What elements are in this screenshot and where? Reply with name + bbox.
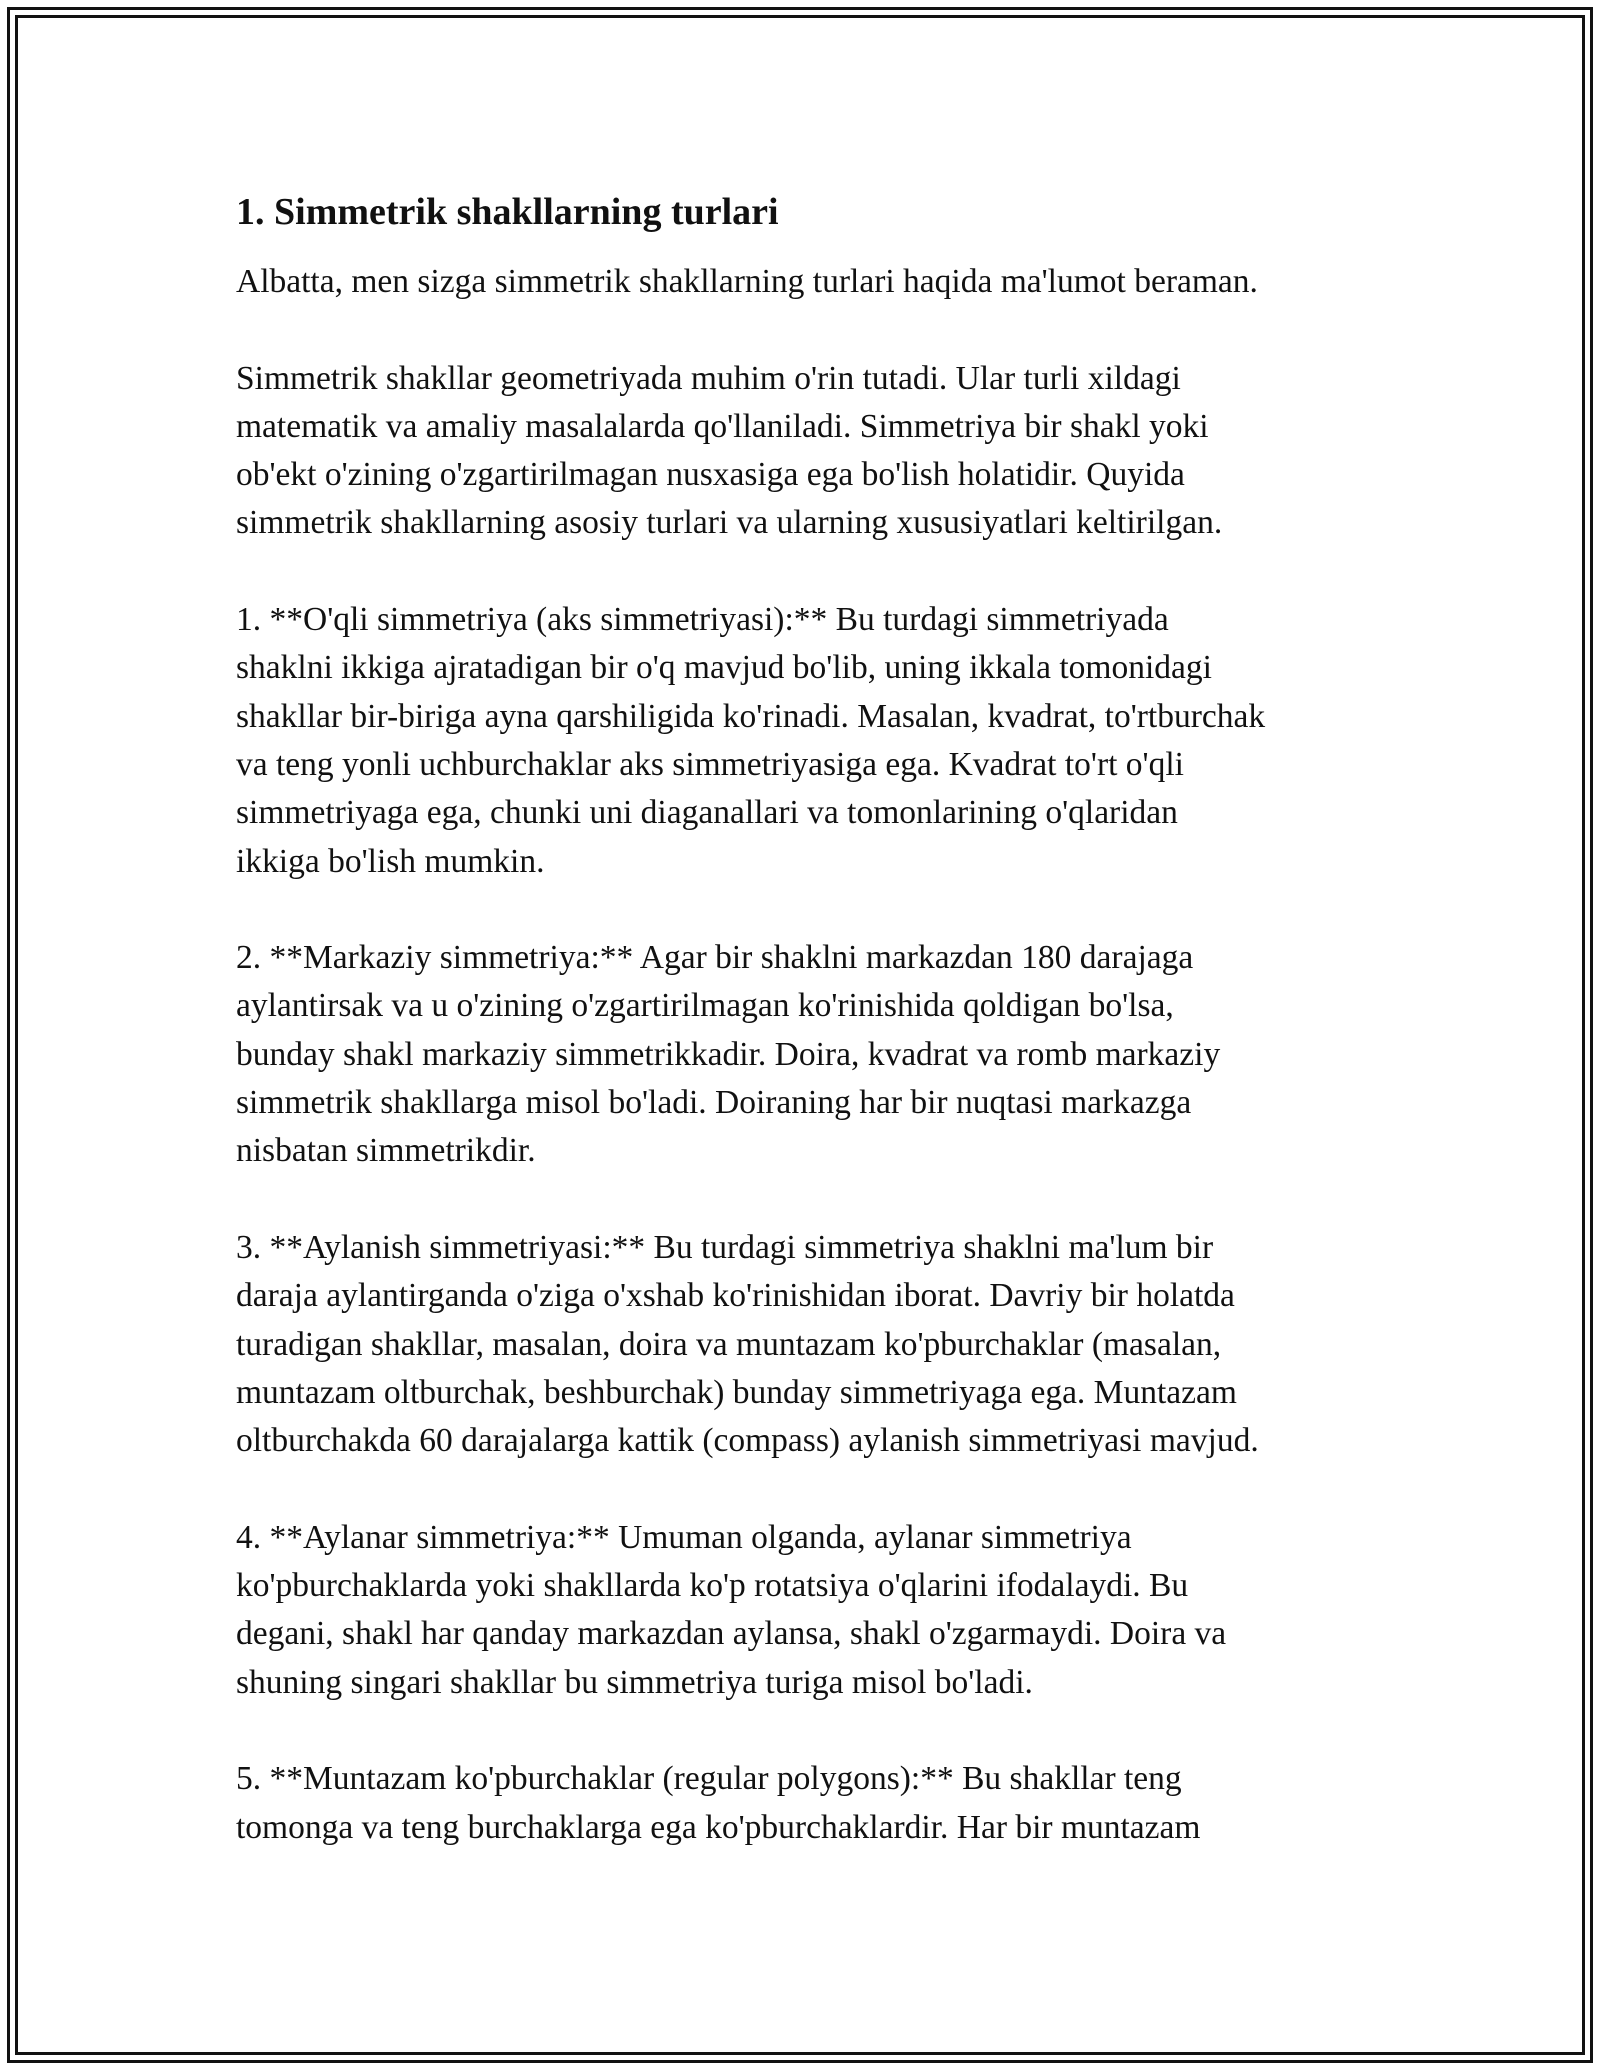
text-line: simmetrik shakllarning asosiy turlari va ularning xususiyatlari keltirilgan. <box>236 504 1223 542</box>
text-line: 4. **Aylanar simmetriya:** Umuman olganda, aylanar simmetriya <box>236 1518 1132 1556</box>
text-line: ko'pburchaklarda yoki shakllarda ko'p rotatsiya o'qlarini ifodalaydi. Bu <box>236 1567 1189 1605</box>
text-line: bunday shakl markaziy simmetrikkadir. Doira, kvadrat va romb markaziy <box>236 1035 1221 1073</box>
text-line: matematik va amaliy masalalarda qo'llaniladi. Simmetriya bir shakl yoki <box>236 407 1209 445</box>
text-line: daraja aylantirganda o'ziga o'xshab ko'rinishidan iborat. Davriy bir holatda <box>236 1277 1235 1315</box>
paragraph-list <box>236 258 1376 1852</box>
text-line: shuning singari shakllar bu simmetriya turiga misol bo'ladi. <box>236 1663 1033 1701</box>
paragraph <box>236 1514 1376 1707</box>
text-line: ikkiga bo'lish mumkin. <box>236 842 545 880</box>
text-line: muntazam oltburchak, beshburchak) bunday simmetriyaga ega. Muntazam <box>236 1373 1237 1411</box>
paragraph <box>236 1755 1376 1852</box>
paragraph <box>236 934 1376 1175</box>
page-title: 1. Simmetrik shakllarning turlari <box>236 191 779 233</box>
text-line: turadigan shakllar, masalan, doira va muntazam ko'pburchaklar (masalan, <box>236 1325 1222 1363</box>
text-line: aylantirsak va u o'zining o'zgartirilmagan ko'rinishida qoldigan bo'lsa, <box>236 987 1174 1025</box>
text-line: degani, shakl har qanday markazdan aylansa, shakl o'zgarmaydi. Doira va <box>236 1615 1227 1653</box>
paragraph <box>236 596 1376 886</box>
paragraph <box>236 1224 1376 1465</box>
text-line: simmetrik shakllarga misol bo'ladi. Doiraning har bir nuqtasi markazga <box>236 1084 1192 1122</box>
paragraph <box>236 258 1376 306</box>
text-line: Albatta, men sizga simmetrik shakllarning turlari haqida ma'lumot beraman. <box>236 263 1258 300</box>
text-line: shaklni ikkiga ajratadigan bir o'q mavjud bo'lib, uning ikkala tomonidagi <box>236 649 1212 687</box>
document-body <box>236 188 1376 1900</box>
text-line: Simmetrik shakllar geometriyada muhim o'rin tutadi. Ular turli xildagi <box>236 359 1181 397</box>
text-line: simmetriyaga ega, chunki uni diaganallari va tomonlarining o'qlaridan <box>236 794 1178 832</box>
text-line: 3. **Aylanish simmetriyasi:** Bu turdagi simmetriya shaklni ma'lum bir <box>236 1228 1214 1266</box>
text-line: shakllar bir-biriga ayna qarshiligida ko'rinadi. Masalan, kvadrat, to'rtburchak <box>236 697 1266 735</box>
paragraph <box>236 355 1376 548</box>
text-line: 2. **Markaziy simmetriya:** Agar bir shaklni markazdan 180 darajaga <box>236 939 1194 977</box>
text-line: tomonga va teng burchaklarga ega ko'pburchaklardir. Har bir muntazam <box>236 1808 1201 1846</box>
text-line: va teng yonli uchburchaklar aks simmetriyasiga ega. Kvadrat to'rt o'qli <box>236 745 1184 783</box>
text-line: ob'ekt o'zining o'zgartirilmagan nusxasiga ega bo'lish holatidir. Quyida <box>236 456 1185 494</box>
text-line: nisbatan simmetrikdir. <box>236 1132 536 1170</box>
text-line: oltburchakda 60 darajalarga kattik (compass) aylanish simmetriyasi mavjud. <box>236 1422 1259 1460</box>
text-line: 5. **Muntazam ko'pburchaklar (regular polygons):** Bu shakllar teng <box>236 1760 1182 1798</box>
text-line: 1. **O'qli simmetriya (aks simmetriyasi):** Bu turdagi simmetriyada <box>236 601 1169 639</box>
